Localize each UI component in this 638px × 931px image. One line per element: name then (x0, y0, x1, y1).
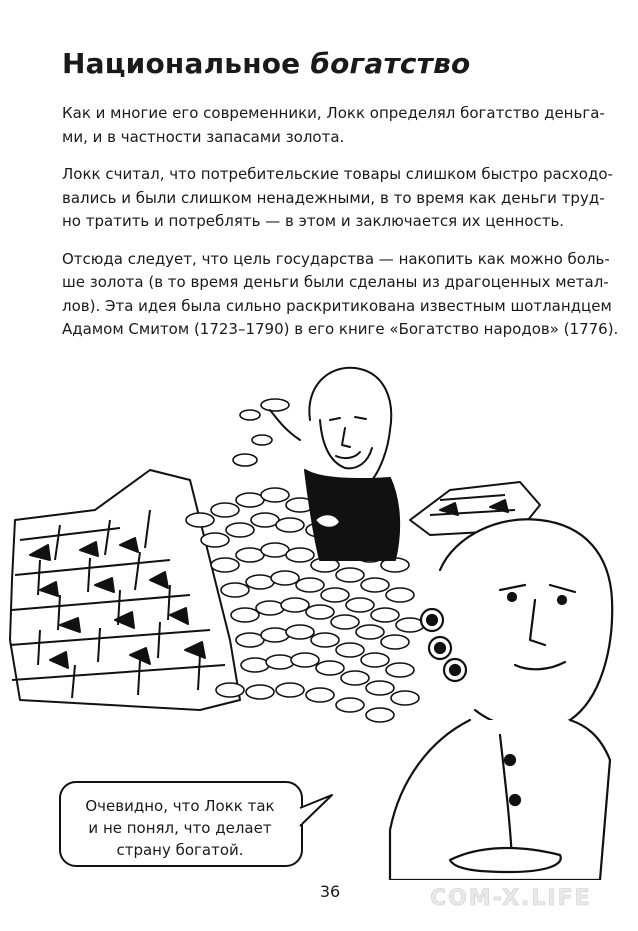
paragraph-line: но тратить и потреблять — в этом и заключается их ценность. (62, 212, 565, 230)
paragraph-line: Адамом Смитом (1723–1790) в его книге «Богатство народов» (1776). (62, 320, 619, 338)
paragraph-line: ше золота (в то время деньги были сделаны из драгоценных метал- (62, 273, 609, 291)
paragraph-2 (62, 163, 613, 234)
speech-bubble-text (70, 795, 290, 861)
paragraph-line: лов). Эта идея была сильно раскритикована известным шотландцем (62, 296, 612, 315)
gold-bars (10, 470, 240, 710)
paragraph-line: ми, и в частности запасами золота. (62, 127, 345, 146)
paragraph-1 (62, 102, 605, 149)
paragraph-line: вались и были слишком ненадежными, в то время как деньги труд- (62, 188, 605, 207)
bubble-line: страну богатой. (116, 841, 244, 859)
page-title (62, 44, 470, 84)
paragraph-3 (62, 248, 619, 342)
paragraph-line: Локк считал, что потребительские товары слишком быстро расходо- (62, 165, 613, 183)
bubble-line: и не понял, что делает (88, 819, 272, 837)
title-italic: богатство (310, 47, 471, 80)
paragraph-line: Отсюда следует, что цель государства — накопить как можно боль- (62, 249, 610, 268)
paragraph-line: Как и многие его современники, Локк определял богатство деньга- (62, 104, 605, 122)
bubble-line: Очевидно, что Локк так (85, 797, 275, 815)
body-text (62, 102, 619, 356)
page-number: 36 (319, 882, 341, 901)
watermark: COM-X.LIFE (430, 886, 592, 911)
smith-figure (390, 519, 612, 880)
title-regular: Национальное (62, 47, 301, 80)
